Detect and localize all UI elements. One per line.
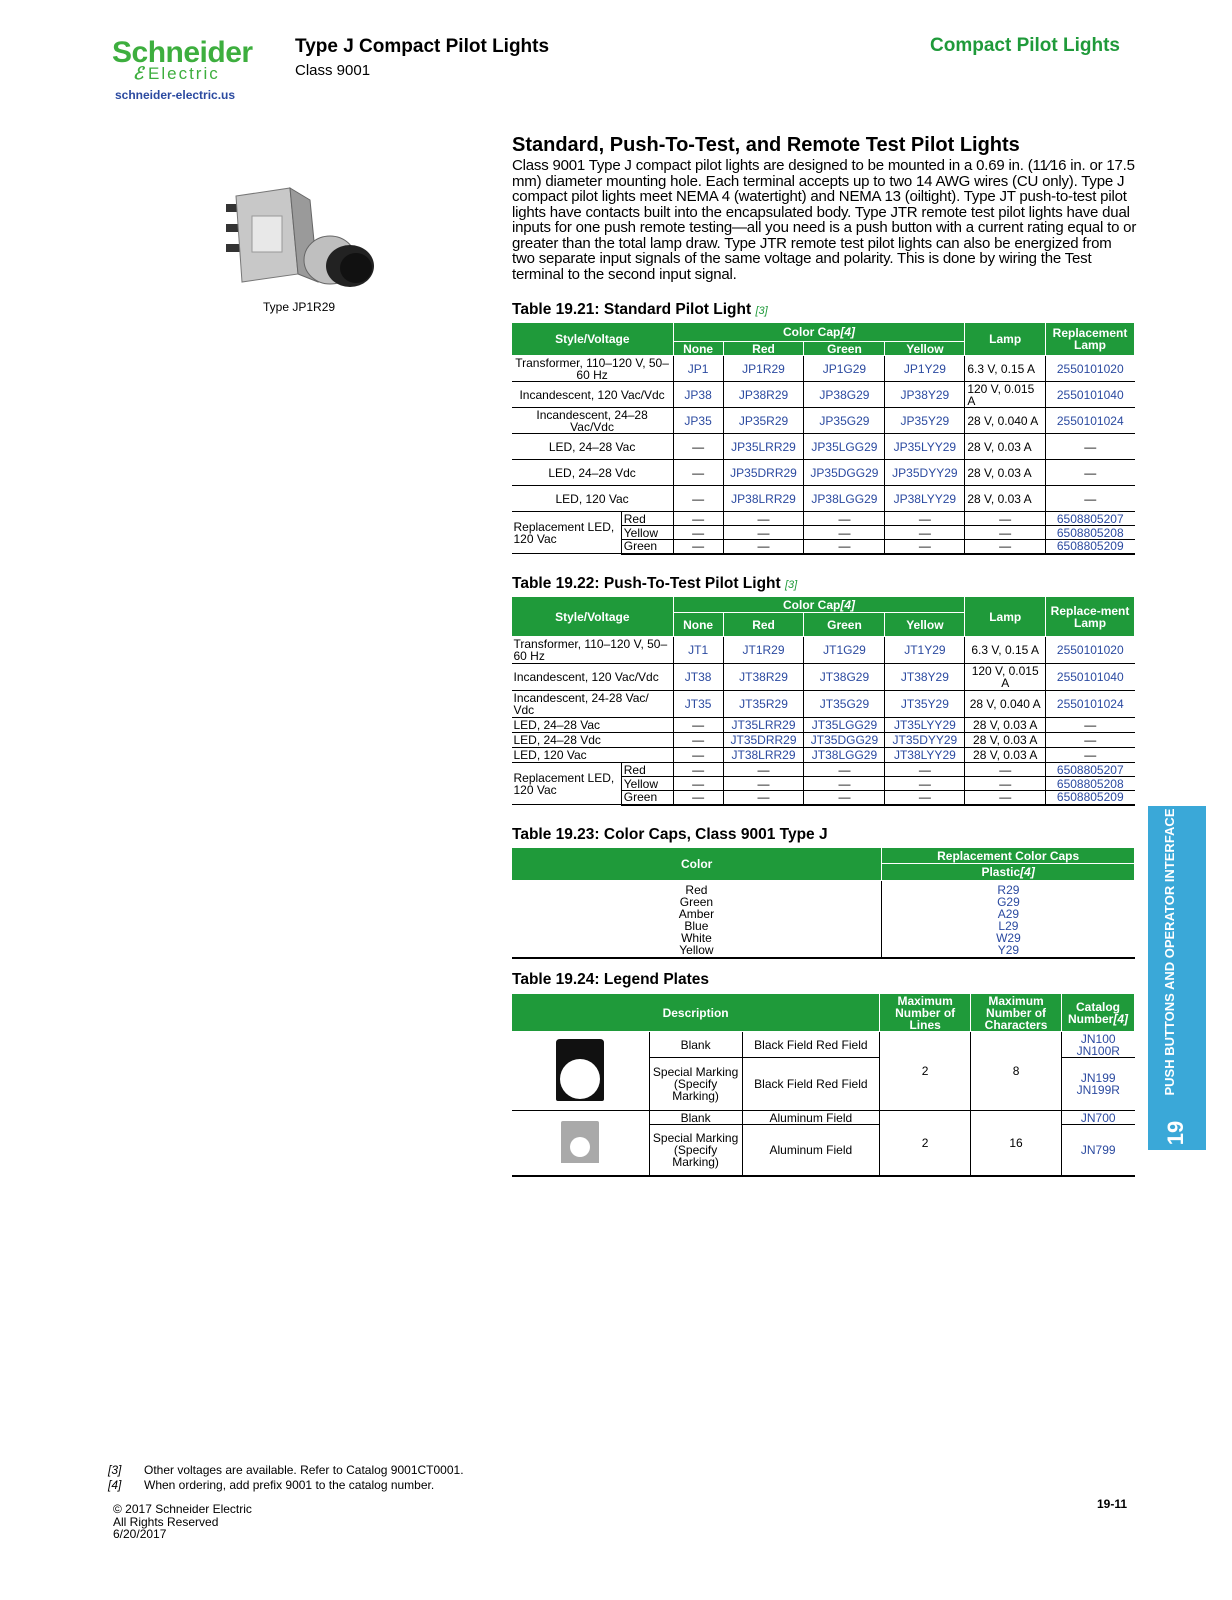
copyright: © 2017 Schneider Electric All Rights Reserved 6/20/2017 bbox=[113, 1502, 252, 1541]
header-replacement-color-caps: Replacement Color Caps bbox=[882, 848, 1135, 864]
header-yellow: Yellow bbox=[885, 613, 965, 637]
table-standard-pilot-light bbox=[511, 322, 1135, 555]
header-color-cap: Color Cap[4] bbox=[673, 323, 965, 342]
table-row: Incandescent, 120 Vac/Vdc JP38 JP38R29 JP38G29 JP38Y29 120 V, 0.015 A 2550101040 bbox=[512, 382, 1135, 408]
header-color-cap: Color Cap[4] bbox=[673, 597, 965, 613]
table-row: Transformer, 110–120 V, 50–60 Hz JT1 JT1R29 JT1G29 JT1Y29 6.3 V, 0.15 A 2550101020 bbox=[512, 637, 1135, 664]
table-row: Yellow — — — — — 6508805208 bbox=[512, 526, 1135, 540]
header-green: Green bbox=[804, 342, 885, 356]
header-red: Red bbox=[723, 342, 804, 356]
table-row: Incandescent, 24-28 Vac/ Vdc JT35 JT35R29 JT35G29 JT35Y29 28 V, 0.040 A 2550101024 bbox=[512, 691, 1135, 718]
footnote: [3] Other voltages are available. Refer to Catalog 9001CT0001. bbox=[108, 1463, 464, 1477]
header-description: Description bbox=[512, 994, 880, 1032]
header-none: None bbox=[673, 613, 723, 637]
header-color: Color bbox=[512, 848, 882, 881]
table-row: Blank Black Field Red Field 2 8 JN100 JN100R bbox=[512, 1032, 1135, 1058]
table-row: Replacement LED, 120 Vac Red — — — — — 6508805207 bbox=[512, 763, 1135, 777]
header-max-lines: Maximum Number of Lines bbox=[880, 994, 971, 1032]
table-24-caption: Table 19.24: Legend Plates bbox=[512, 971, 709, 988]
section-title: Compact Pilot Lights bbox=[930, 35, 1120, 56]
table-row: Incandescent, 24–28 Vac/Vdc JP35 JP35R29 JP35G29 JP35Y29 28 V, 0.040 A 2550101024 bbox=[512, 408, 1135, 434]
table-row: Green — — — — — 6508805209 bbox=[512, 540, 1135, 554]
site-link[interactable]: schneider-electric.us bbox=[115, 88, 236, 102]
section-side-tab[interactable] bbox=[1148, 806, 1206, 1150]
table-row: LED, 24–28 Vac — JP35LRR29 JP35LGG29 JP35LYY29 28 V, 0.03 A — bbox=[512, 434, 1135, 460]
table-row: LED, 24–28 Vdc — JT35DRR29 JT35DGG29 JT35DYY29 28 V, 0.03 A — bbox=[512, 733, 1135, 748]
header-style: Style/Voltage bbox=[512, 597, 674, 637]
table-row: Red Green Amber Blue White Yellow R29 G29 A29 L29 W29 Y29 bbox=[512, 881, 1135, 959]
logo-subtext: Electric bbox=[148, 64, 220, 83]
header-red: Red bbox=[723, 613, 804, 637]
table-row: Yellow — — — — — 6508805208 bbox=[512, 777, 1135, 791]
footnote: [4] When ordering, add prefix 9001 to the catalog number. bbox=[108, 1478, 435, 1492]
table-row: LED, 24–28 Vac — JT35LRR29 JT35LGG29 JT35LYY29 28 V, 0.03 A — bbox=[512, 718, 1135, 733]
header-lamp: Lamp bbox=[965, 323, 1046, 356]
black-legend-plate-icon bbox=[554, 1037, 606, 1103]
page-number: 19-11 bbox=[1097, 1497, 1128, 1511]
product-caption: Type JP1R29 bbox=[263, 300, 336, 314]
aluminum-legend-plate-icon bbox=[557, 1119, 603, 1165]
footnotes bbox=[108, 1463, 464, 1493]
table-23-caption: Table 19.23: Color Caps, Class 9001 Type J bbox=[512, 826, 828, 843]
table-22-caption: Table 19.22: Push-To-Test Pilot Light [3] bbox=[512, 575, 798, 592]
table-legend-plates bbox=[511, 993, 1135, 1177]
header-none: None bbox=[673, 342, 723, 356]
header-plastic: Plastic[4] bbox=[882, 864, 1135, 881]
table-row: Incandescent, 120 Vac/Vdc JT38 JT38R29 JT38G29 JT38Y29 120 V, 0.015 A 2550101040 bbox=[512, 664, 1135, 691]
section-heading: Standard, Push-To-Test, and Remote Test Pilot Lights bbox=[512, 134, 1020, 156]
table-push-to-test-pilot-light bbox=[511, 596, 1135, 806]
logo-glyph-icon: ℰ bbox=[133, 64, 144, 83]
header-replacement: Replacement Lamp bbox=[1046, 323, 1135, 356]
logo-wordmark: Schneider bbox=[112, 36, 253, 69]
header-max-chars: Maximum Number of Characters bbox=[971, 994, 1062, 1032]
table-row: Blank Aluminum Field 2 16 JN700 bbox=[512, 1111, 1135, 1125]
intro-paragraph: Class 9001 Type J compact pilot lights are designed to be mounted in a 0.69 in. (11⁄16 in. or 17.5 mm) diameter mounting hole. Each terminal accepts up to two 14 AWG wires (CU only). Type J compact pilot lights meet NEMA 4 (watertight) and NEMA 13 (oiltight). Type JT push-to-test pilot lights have contacts built into the encapsulated body. Type JTR remote test pilot lights have dual inputs for one push remote testing—all you need is a push button with a current rating equal to or greater than the total lamp draw. Type JTR remote test pilot lights can also be energized from two separate input signals of the same voltage and polarity. This is done by wiring the Test terminal to the second input signal. bbox=[512, 157, 1137, 283]
header-green: Green bbox=[804, 613, 885, 637]
header-lamp: Lamp bbox=[965, 597, 1046, 637]
table-row: LED, 120 Vac — JT38LRR29 JT38LGG29 JT38LYY29 28 V, 0.03 A — bbox=[512, 748, 1135, 763]
table-row: Replacement LED, 120 Vac Red — — — — — 6508805207 bbox=[512, 512, 1135, 526]
table-row: Special Marking (Specify Marking) Aluminum Field JN799 bbox=[512, 1125, 1135, 1176]
doc-class: Class 9001 bbox=[295, 62, 371, 79]
table-21-caption: Table 19.21: Standard Pilot Light [3] bbox=[512, 301, 768, 318]
pilot-light-image bbox=[218, 186, 380, 296]
header-style: Style/Voltage bbox=[512, 323, 674, 356]
side-tab-number: 19 bbox=[1163, 1120, 1188, 1146]
doc-title: Type J Compact Pilot Lights bbox=[295, 36, 550, 57]
side-tab-label: PUSH BUTTONS AND OPERATOR INTERFACE bbox=[1162, 808, 1177, 1096]
header-yellow: Yellow bbox=[885, 342, 965, 356]
table-row: Transformer, 110–120 V, 50–60 Hz JP1 JP1R29 JP1G29 JP1Y29 6.3 V, 0.15 A 2550101020 bbox=[512, 356, 1135, 382]
table-row: LED, 120 Vac — JP38LRR29 JP38LGG29 JP38LYY29 28 V, 0.03 A — bbox=[512, 486, 1135, 512]
table-row: Special Marking (Specify Marking) Black Field Red Field JN199 JN199R bbox=[512, 1058, 1135, 1111]
table-row: Green — — — — — 6508805209 bbox=[512, 791, 1135, 805]
header-catalog: Catalog Number[4] bbox=[1061, 994, 1134, 1032]
header-replacement: Replace-ment Lamp bbox=[1046, 597, 1135, 637]
table-color-caps bbox=[511, 847, 1135, 959]
table-row: LED, 24–28 Vdc — JP35DRR29 JP35DGG29 JP35DYY29 28 V, 0.03 A — bbox=[512, 460, 1135, 486]
